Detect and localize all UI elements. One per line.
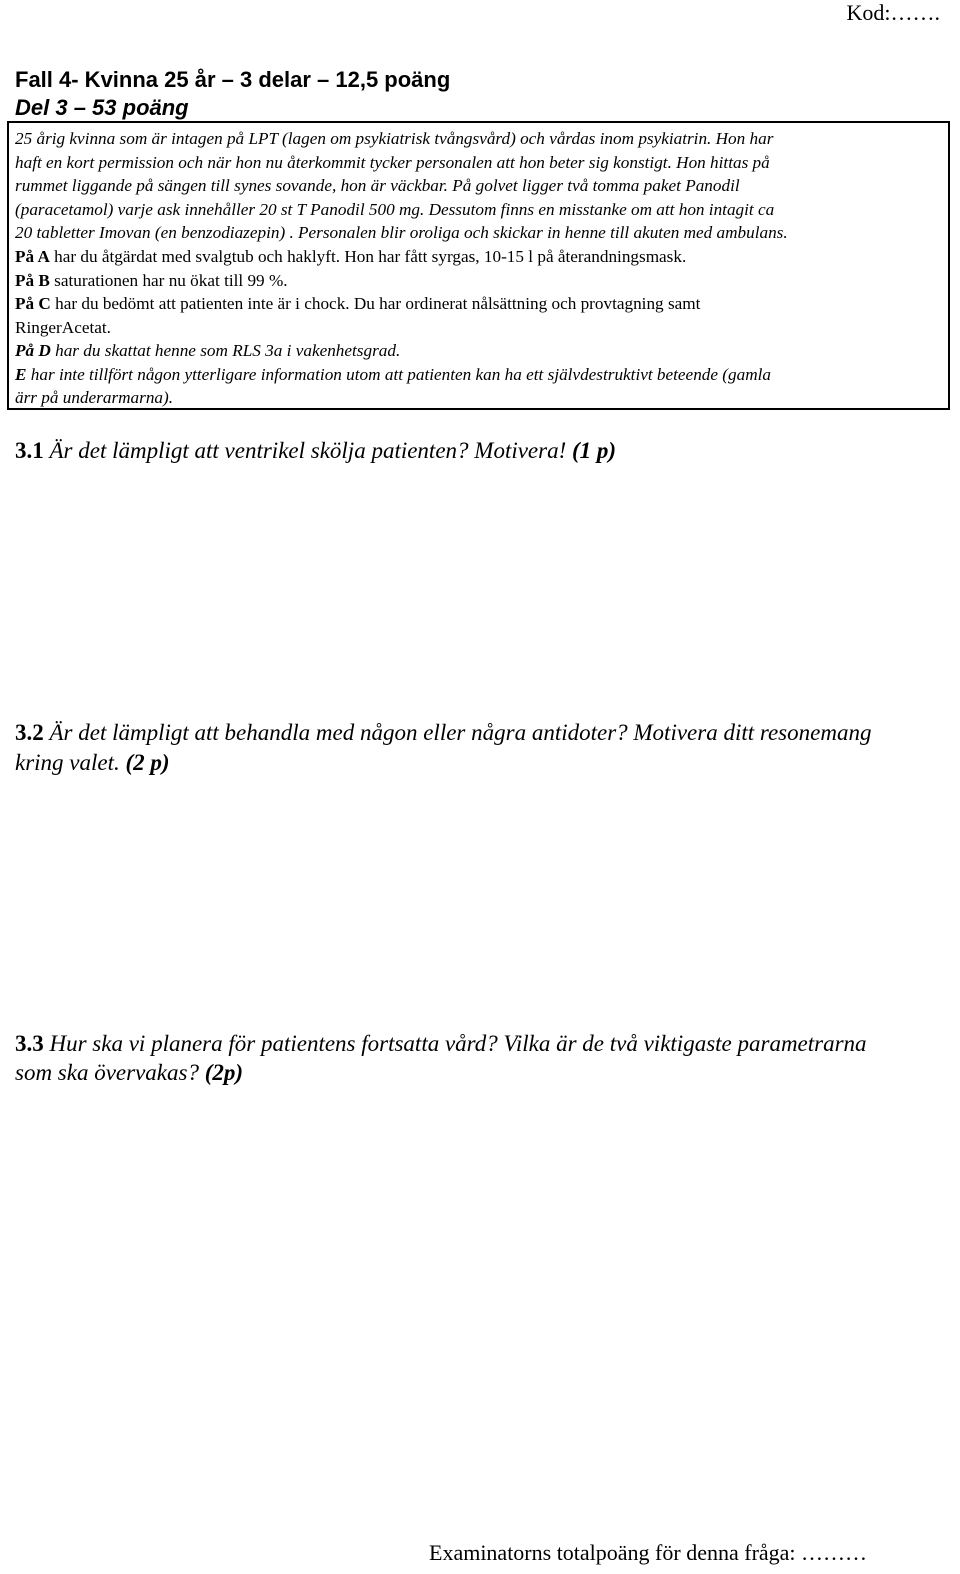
case-line: rummet liggande på sängen till synes sovande, hon är väckbar. På golvet ligger två tomma paket Panodil bbox=[15, 176, 740, 195]
case-line-e2: ärr på underarmarna). bbox=[15, 388, 174, 407]
case-line-c bbox=[15, 294, 700, 314]
case-line-d bbox=[15, 341, 400, 361]
question-number: 3.2 bbox=[15, 720, 44, 745]
step-text-b: saturationen har nu ökat till 99 %. bbox=[49, 271, 288, 290]
case-line: haft en kort permission och när hon nu återkommit tycker personalen att hon beter sig konstigt. Hon hittas på bbox=[15, 153, 770, 172]
step-label-a: På A bbox=[15, 247, 50, 266]
case-title: Fall 4- Kvinna 25 år – 3 delar – 12,5 poäng bbox=[15, 67, 451, 92]
case-line-b bbox=[15, 271, 288, 291]
step-label-d: På D bbox=[15, 341, 51, 360]
case-subtitle: Del 3 – 53 poäng bbox=[15, 95, 189, 120]
question-number: 3.1 bbox=[15, 438, 44, 463]
case-line-a bbox=[15, 247, 686, 267]
step-text-c: har du bedömt att patienten inte är i chock. Du har ordinerat nålsättning och provtagning samt bbox=[50, 294, 701, 313]
case-description-box bbox=[7, 121, 950, 410]
question-text-cont: som ska övervakas? bbox=[15, 1060, 205, 1085]
question-text: Är det lämpligt att ventrikel skölja patienten? Motivera! bbox=[43, 438, 572, 463]
question-3-2-cont bbox=[15, 750, 170, 776]
question-points: (1 p) bbox=[572, 438, 617, 463]
step-text-d: har du skattat henne som RLS 3a i vakenhetsgrad. bbox=[50, 341, 401, 360]
step-label-e: E bbox=[15, 365, 27, 384]
examiner-score-field: Examinatorns totalpoäng för denna fråga: ……… bbox=[429, 1540, 868, 1565]
step-text-a: har du åtgärdat med svalgtub och haklyft. Hon har fått syrgas, 10-15 l på återandningsmask. bbox=[49, 247, 687, 266]
case-line-e bbox=[15, 365, 771, 385]
case-line: (paracetamol) varje ask innehåller 20 st T Panodil 500 mg. Dessutom finns en misstanke om att hon intagit ca bbox=[15, 200, 775, 219]
case-line: 20 tabletter Imovan (en benzodiazepin) . Personalen blir oroliga och skickar in henne till akuten med ambulans. bbox=[15, 223, 788, 242]
question-number: 3.3 bbox=[15, 1031, 44, 1056]
step-label-c: På C bbox=[15, 294, 51, 313]
step-label-b: På B bbox=[15, 271, 50, 290]
question-3-2 bbox=[15, 720, 871, 746]
question-3-3 bbox=[15, 1031, 867, 1057]
question-points: (2p) bbox=[204, 1060, 244, 1085]
case-line-c2: RingerAcetat. bbox=[15, 318, 111, 337]
case-line: 25 årig kvinna som är intagen på LPT (lagen om psykiatrisk tvångsvård) och vårdas inom psykiatrin. Hon har bbox=[15, 129, 774, 148]
question-3-3-cont bbox=[15, 1060, 243, 1086]
question-text-cont: kring valet. bbox=[15, 750, 126, 775]
question-3-1 bbox=[15, 438, 616, 464]
question-text: Hur ska vi planera för patientens fortsatta vård? Vilka är de två viktigaste parametrarna bbox=[43, 1031, 867, 1056]
question-points: (2 p) bbox=[125, 750, 170, 775]
step-text-e: har inte tillfört någon ytterligare information utom att patienten kan ha ett självdestruktivt beteende (gamla bbox=[26, 365, 771, 384]
code-field: Kod:……. bbox=[846, 0, 940, 25]
question-text: Är det lämpligt att behandla med någon eller några antidoter? Motivera ditt resonemang bbox=[43, 720, 872, 745]
